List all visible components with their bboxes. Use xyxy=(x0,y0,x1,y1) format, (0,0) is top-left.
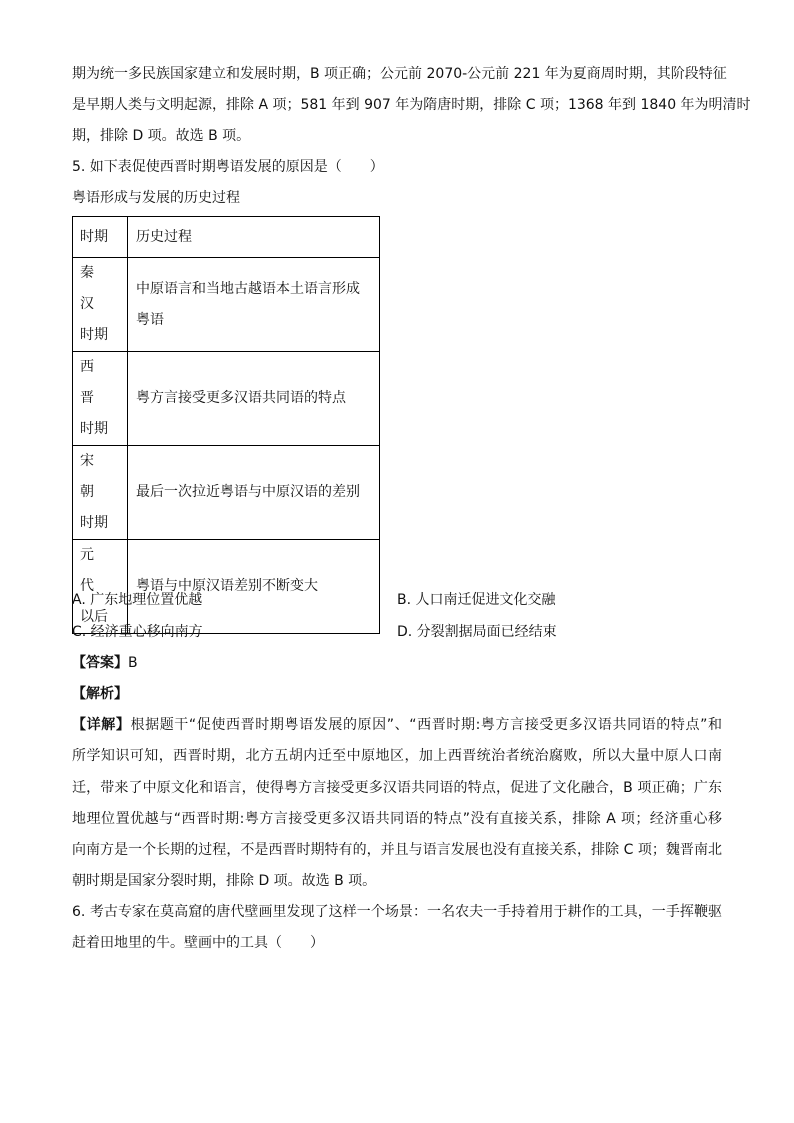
history-table xyxy=(72,216,380,634)
period-cell xyxy=(73,258,128,352)
answer-value: B xyxy=(128,655,138,671)
intro-line-1: 期为统一多民族国家建立和发展时期，B 项正确；公元前 2070-公元前 221 年为夏商周时期，其阶段特征 xyxy=(72,66,727,82)
detail-label: 【详解】 xyxy=(72,717,131,733)
answer-line xyxy=(72,653,138,673)
process-cell: 最后一次拉近粤语与中原汉语的差别 xyxy=(128,446,380,540)
table-row xyxy=(73,446,380,540)
period-line: 以后 xyxy=(80,609,108,625)
period-line: 元 代 xyxy=(80,547,108,594)
header-process: 历史过程 xyxy=(128,217,380,258)
answer-label: 【答案】 xyxy=(72,655,128,671)
table-row xyxy=(73,540,380,634)
detail-line-4: 地理位置优越与“西晋时期:粤方言接受更多汉语共同语的特点”没有直接关系，排除 A 项；经济重心移 xyxy=(72,811,722,827)
table-caption: 粤语形成与发展的历史过程 xyxy=(72,190,240,206)
detail-line-5: 向南方是一个长期的过程，不是西晋时期特有的，并且与语言发展也没有直接关系，排除 C 项；魏晋南北 xyxy=(72,842,722,858)
intro-line-3: 期，排除 D 项。故选 B 项。 xyxy=(72,128,251,144)
question-6-line-2: 赶着田地里的牛。壁画中的工具（ ） xyxy=(72,935,324,951)
period-cell xyxy=(73,446,128,540)
period-line: 西 晋 xyxy=(80,359,108,406)
period-cell xyxy=(73,352,128,446)
question-5-stem: 5. 如下表促使西晋时期粤语发展的原因是（ ） xyxy=(72,159,384,175)
option-a: A. 广东地理位置优越 xyxy=(72,592,203,608)
process-line: 粤语 xyxy=(136,311,164,328)
period-line: 时期 xyxy=(80,421,108,437)
detail-line-2: 所学知识可知，西晋时期，北方五胡内迁至中原地区，加上西晋统治者统治腐败，所以大量中原人口南 xyxy=(72,748,722,764)
period-line: 宋 朝 xyxy=(80,453,108,500)
option-d: D. 分裂割据局面已经结束 xyxy=(397,624,557,640)
process-line: 中原语言和当地古越语本土语言形成 xyxy=(136,280,360,297)
option-b: B. 人口南迁促进文化交融 xyxy=(397,592,556,608)
table-row xyxy=(73,352,380,446)
process-cell xyxy=(128,258,380,352)
intro-line-2: 是早期人类与文明起源，排除 A 项；581 年到 907 年为隋唐时期，排除 C 项；1368 年到 1840 年为明清时 xyxy=(72,97,751,113)
period-line: 秦 汉 xyxy=(80,265,108,312)
period-line: 时期 xyxy=(80,327,108,343)
table-header-row xyxy=(73,217,380,258)
analysis-label: 【解析】 xyxy=(72,686,128,702)
detail-line-1 xyxy=(72,715,722,735)
detail-line-6: 朝时期是国家分裂时期，排除 D 项。故选 B 项。 xyxy=(72,873,377,889)
option-c: C. 经济重心移向南方 xyxy=(72,624,203,640)
process-cell: 粤方言接受更多汉语共同语的特点 xyxy=(128,352,380,446)
detail-text: 根据题干“促使西晋时期粤语发展的原因”、“西晋时期:粤方言接受更多汉语共同语的特点”和 xyxy=(130,717,723,733)
process-cell: 粤语与中原汉语差别不断变大 xyxy=(128,540,380,634)
detail-line-3: 迁，带来了中原文化和语言，使得粤方言接受更多汉语共同语的特点，促进了文化融合，B 项正确；广东 xyxy=(72,780,722,796)
table-row xyxy=(73,258,380,352)
period-line: 时期 xyxy=(80,515,108,531)
period-cell xyxy=(73,540,128,634)
question-6-line-1: 6. 考古专家在莫高窟的唐代壁画里发现了这样一个场景：一名农夫一手持着用于耕作的工具，一手挥鞭驱 xyxy=(72,904,722,920)
header-period: 时期 xyxy=(73,217,128,258)
